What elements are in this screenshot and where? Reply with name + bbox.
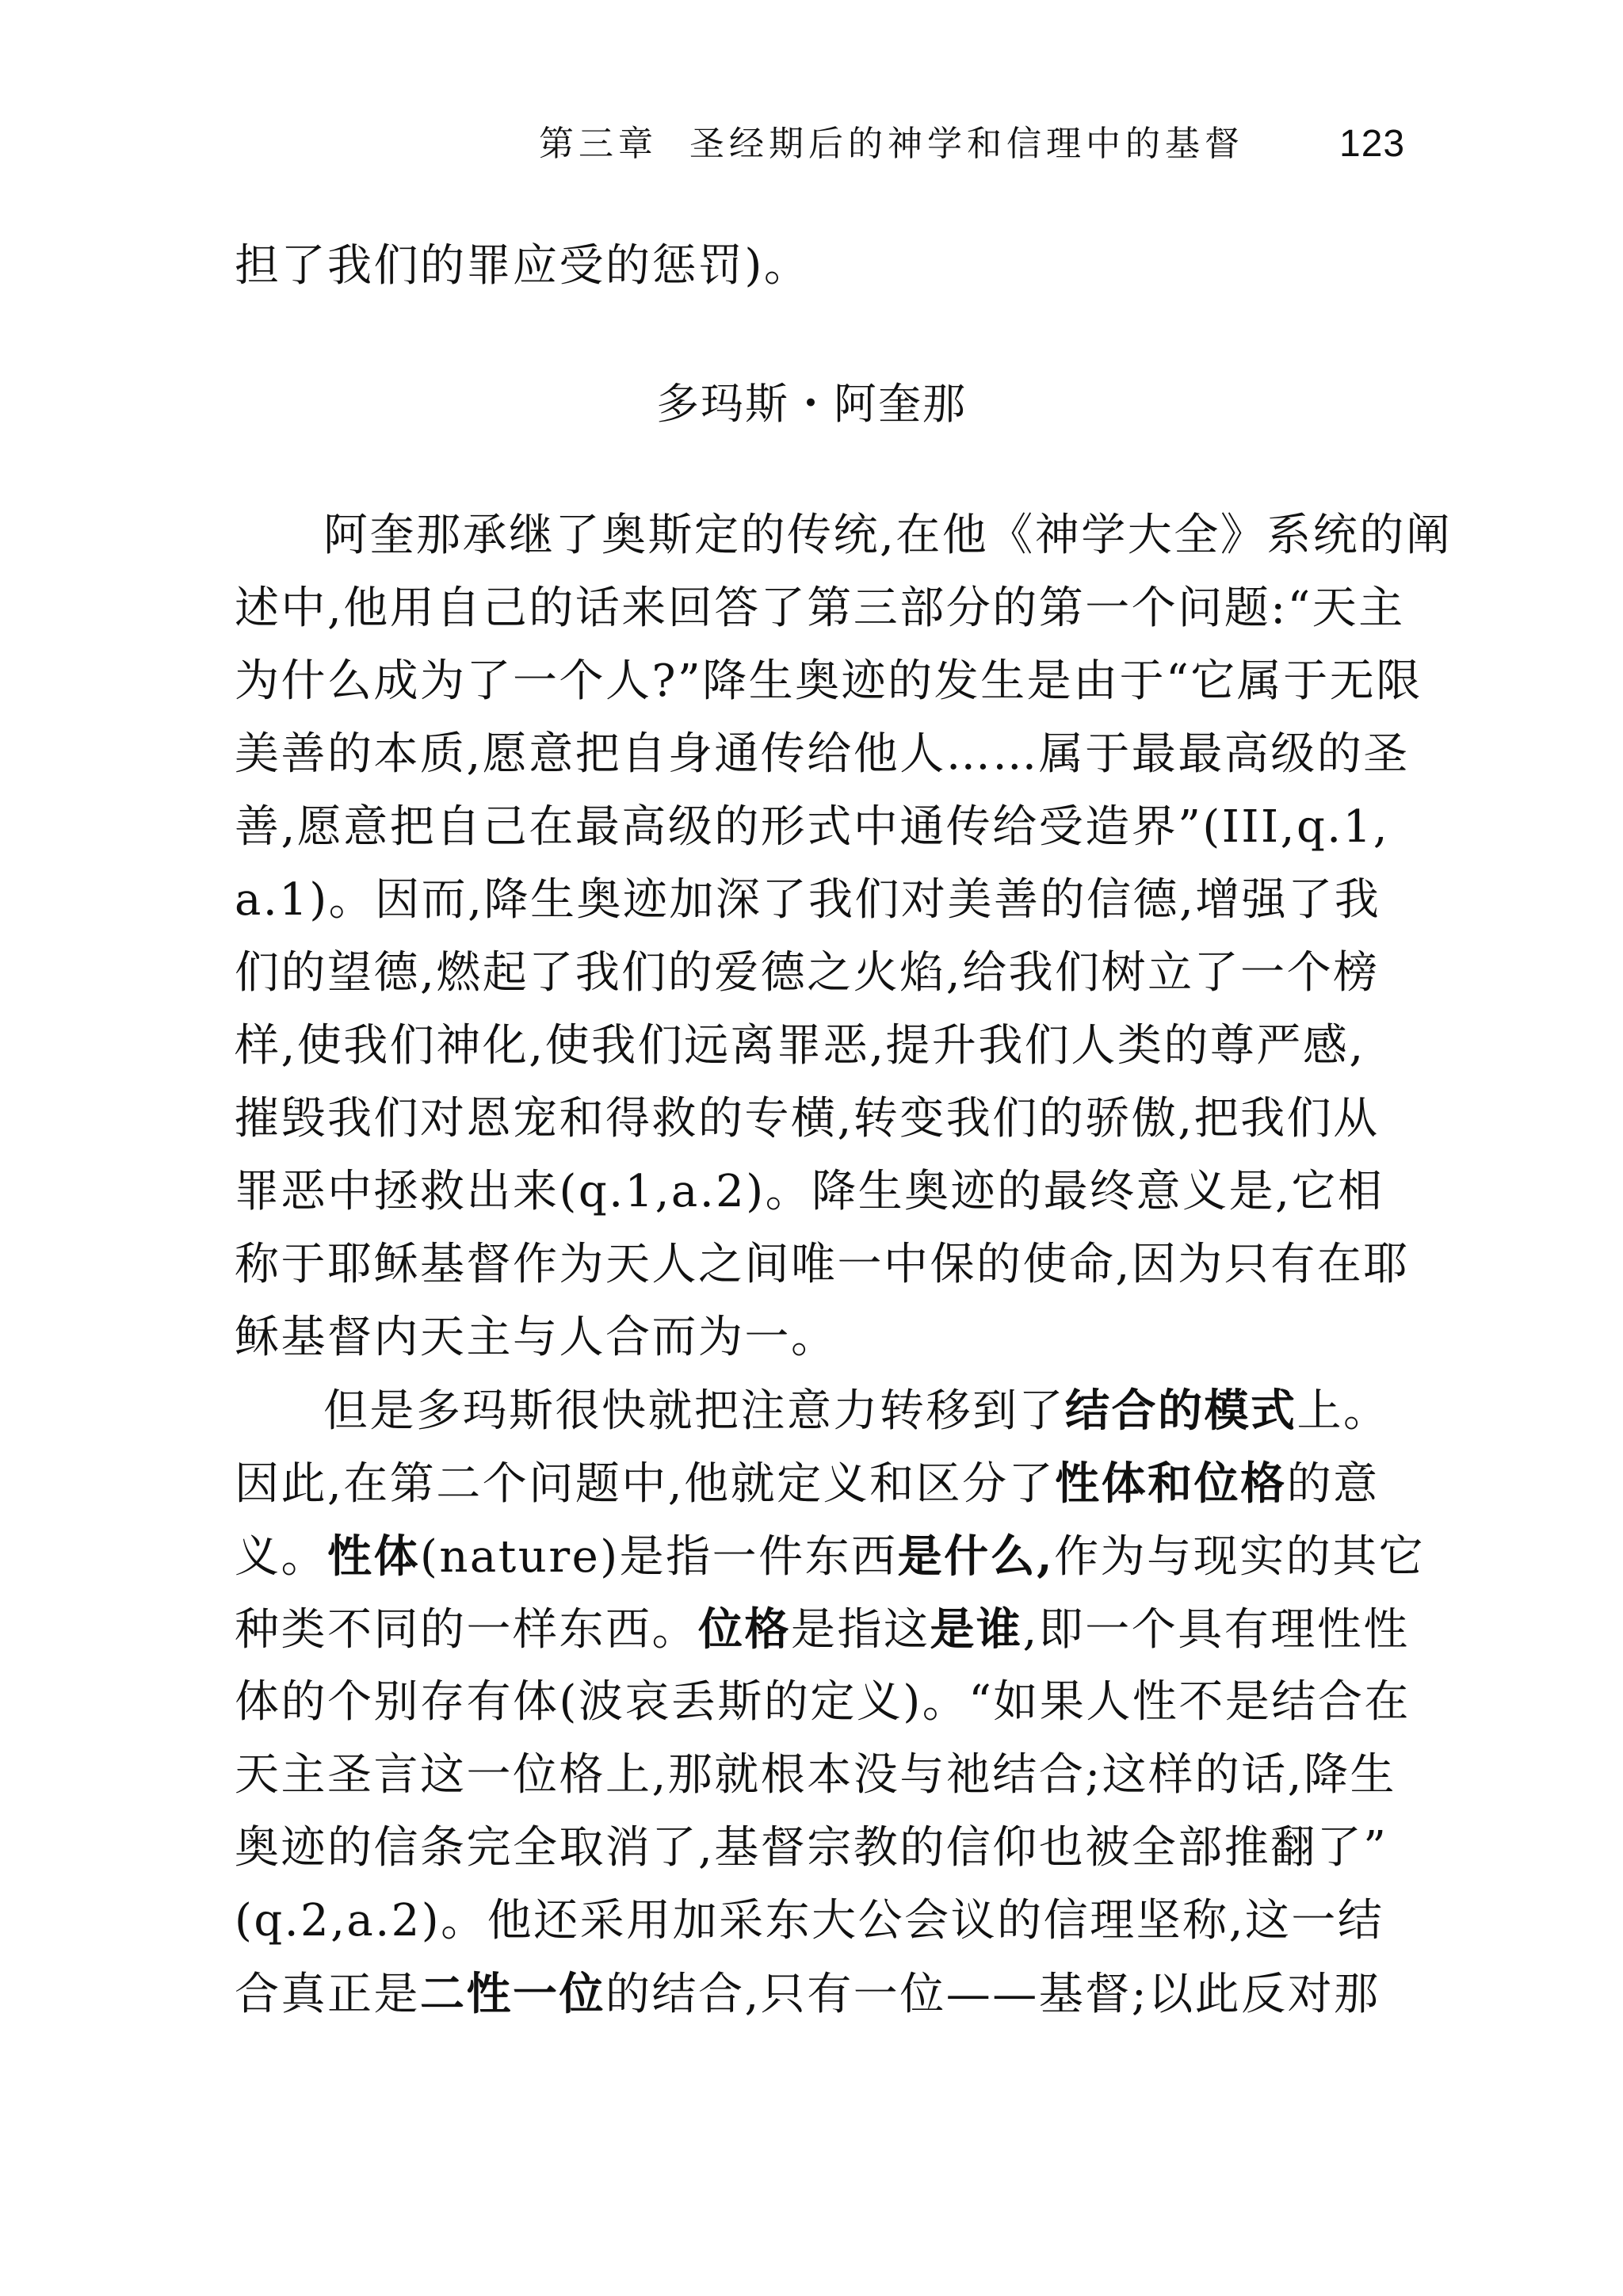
text-line: 稣基督内天主与人合而为一。 xyxy=(235,1312,838,1363)
bold-term: 性体 xyxy=(327,1530,420,1583)
text-line: 美善的本质,愿意把自身通传给他人……属于最最高级的圣 xyxy=(235,728,1410,780)
bold-term: 结合的模式 xyxy=(1065,1385,1297,1437)
text-run: 的结合,只有一位——基督;以此反对那 xyxy=(605,1969,1381,2020)
bold-term: 是谁 xyxy=(930,1603,1023,1656)
text-line xyxy=(235,1593,1423,1666)
text-line xyxy=(235,1447,1423,1520)
text-run: (nature)是指一件东西 xyxy=(420,1531,898,1583)
text-run: 但是多玛斯很快就把注意力转移到了 xyxy=(323,1385,1065,1437)
text-run: 合真正是 xyxy=(235,1969,420,2020)
page-number: 123 xyxy=(1339,123,1406,165)
text-line: 阿奎那承继了奥斯定的传统,在他《神学大全》系统的阐 xyxy=(323,510,1453,561)
text-run: 义。 xyxy=(235,1531,327,1583)
text-line: 摧毁我们对恩宠和得救的专横,转变我们的骄傲,把我们从 xyxy=(235,1093,1380,1144)
text-line: 善,愿意把自己在最高级的形式中通传给受造界”(III,q.1, xyxy=(235,801,1390,853)
chapter-label: 第三章 xyxy=(539,124,658,164)
text-line: (q.2,a.2)。他还采用加采东大公会议的信理坚称,这一结 xyxy=(235,1895,1384,1946)
bold-term: 二性一位 xyxy=(420,1968,605,2020)
text-run: 种类不同的一样东西。 xyxy=(235,1604,698,1656)
text-run: 上。 xyxy=(1296,1385,1390,1437)
text-line: 们的望德,燃起了我们的爱德之火焰,给我们树立了一个榜 xyxy=(235,947,1380,999)
text-line: 罪恶中拯救出来(q.1,a.2)。降生奥迹的最终意义是,它相 xyxy=(235,1166,1384,1217)
text-line: 称于耶稣基督作为天人之间唯一中保的使命,因为只有在耶 xyxy=(235,1239,1410,1290)
text-line: 奥迹的信条完全取消了,基督宗教的信仰也被全部推翻了” xyxy=(235,1822,1388,1874)
bold-term: 位格 xyxy=(1193,1457,1287,1510)
section-heading: 多玛斯・阿奎那 xyxy=(656,379,967,429)
running-header xyxy=(539,120,1411,168)
bold-term: 和 xyxy=(1148,1457,1194,1510)
text-line: 担了我们的罪应受的惩罚)。 xyxy=(235,240,811,292)
chapter-title: 圣经期后的神学和信理中的基督 xyxy=(689,124,1244,164)
carryover-text xyxy=(235,230,1423,303)
text-line: a.1)。因而,降生奥迹加深了我们对美善的信德,增强了我 xyxy=(235,874,1381,926)
text-line: 述中,他用自己的话来回答了第三部分的第一个问题:“天主 xyxy=(235,583,1405,634)
text-line xyxy=(235,1374,1423,1447)
text-run: 作为与现实的其它 xyxy=(1054,1531,1426,1583)
text-line: 为什么成为了一个人?”降生奥迹的发生是由于“它属于无限 xyxy=(235,655,1423,707)
text-run: 因此,在第二个问题中,他就定义和区分了 xyxy=(235,1458,1056,1510)
text-line xyxy=(235,1520,1426,1593)
text-line: 体的个别存有体(波哀丢斯的定义)。“如果人性不是结合在 xyxy=(235,1676,1411,1728)
text-run: 是指这 xyxy=(791,1604,930,1656)
paragraph-2 xyxy=(235,1374,1426,2030)
bold-term: 性体 xyxy=(1055,1457,1148,1510)
text-run: ,即一个具有理性性 xyxy=(1022,1604,1410,1656)
bold-term: 位格 xyxy=(698,1603,791,1656)
text-run: 的意 xyxy=(1286,1458,1380,1510)
text-line xyxy=(235,1958,1423,2030)
text-line: 天主圣言这一位格上,那就根本没与祂结合;这样的话,降生 xyxy=(235,1749,1396,1801)
bold-term: 是什么, xyxy=(897,1530,1055,1583)
text-line: 样,使我们神化,使我们远离罪恶,提升我们人类的尊严感, xyxy=(235,1020,1365,1072)
paragraph-1 xyxy=(235,499,1453,1374)
